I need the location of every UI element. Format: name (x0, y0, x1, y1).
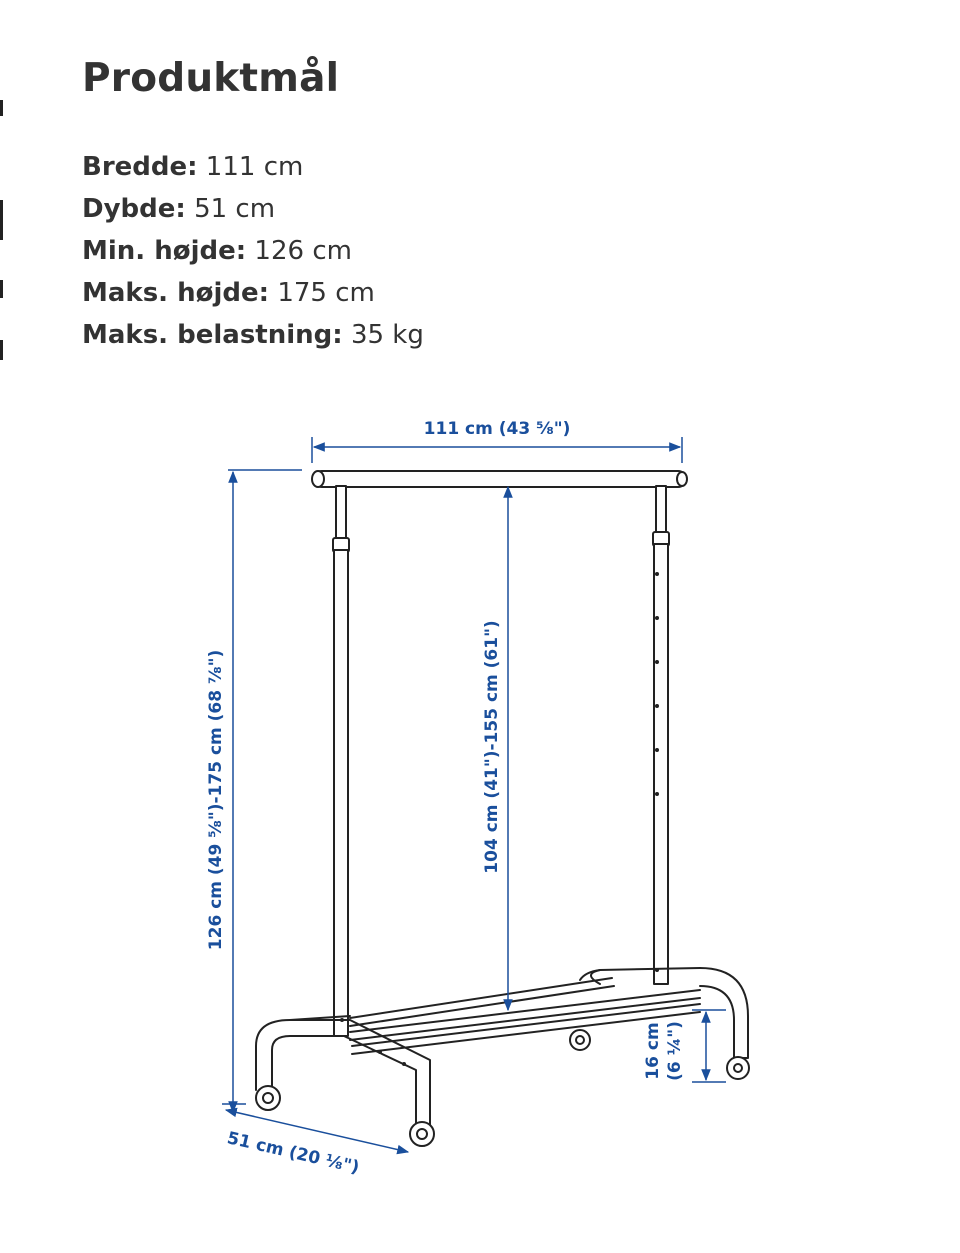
spec-label: Maks. højde: (82, 278, 270, 308)
left-upright (333, 486, 349, 1036)
shelf-height-dimension-label-line2: (6 ¼") (665, 1021, 685, 1081)
page-title: Produktmål (82, 56, 340, 101)
depth-dimension-label: 51 cm (20 ⅛") (225, 1128, 362, 1179)
shelf-height-dimension-label-line1: 16 cm (643, 1022, 663, 1080)
spec-value: 35 kg (350, 320, 424, 350)
right-upright (653, 486, 669, 984)
width-dimension-label: 111 cm (43 ⅝") (423, 419, 571, 439)
spec-value: 111 cm (205, 152, 304, 182)
top-rail (314, 471, 686, 487)
spec-label: Min. højde: (82, 236, 247, 266)
spec-label: Dybde: (82, 194, 186, 224)
spec-value: 51 cm (194, 194, 276, 224)
spec-label: Maks. belastning: (82, 320, 343, 350)
spec-label: Bredde: (82, 152, 198, 182)
inner-height-dimension-label: 104 cm (41")-155 cm (61") (482, 620, 502, 874)
spec-value: 175 cm (277, 278, 375, 308)
spec-value: 126 cm (254, 236, 352, 266)
total-height-dimension-label: 126 cm (49 ⅝")-175 cm (68 ⅞") (206, 649, 226, 951)
